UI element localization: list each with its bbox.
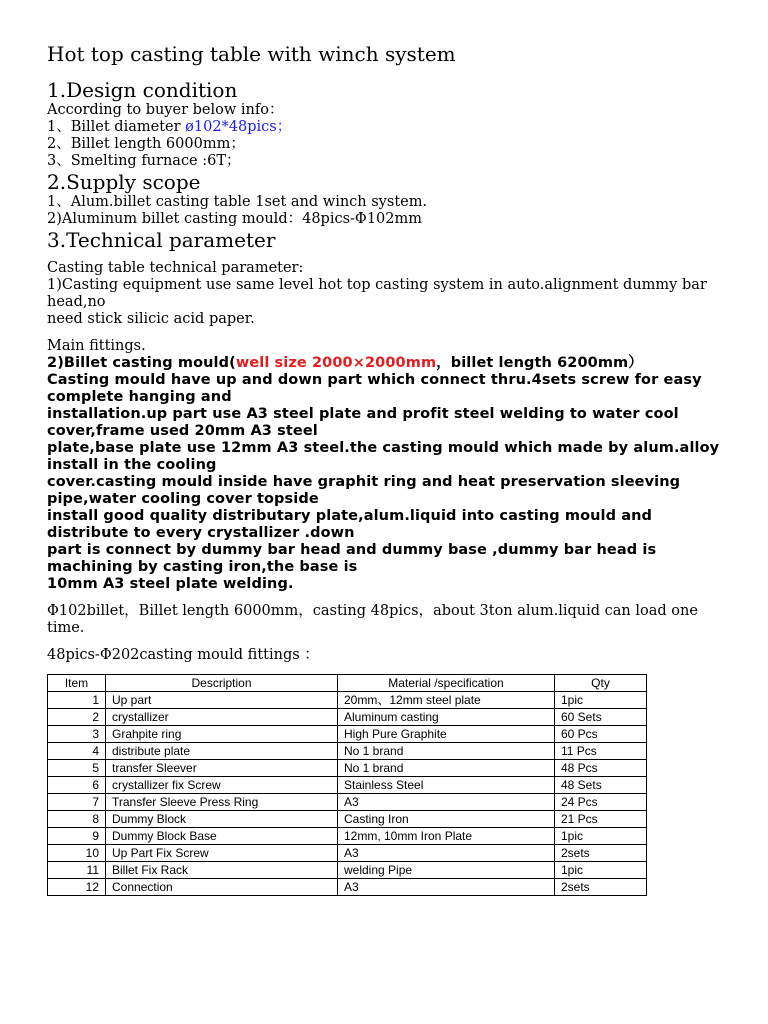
mould-heading-line [47, 355, 737, 372]
tech-p1a: 1)Casting equipment use same level hot top casting system in auto.alignment dummy bar head,no [47, 277, 707, 310]
cell-material: 20mm、12mm steel plate [338, 692, 555, 709]
cell-item: 9 [48, 828, 106, 845]
cell-qty: 11 Pcs [555, 743, 647, 760]
cell-description: Transfer Sleeve Press Ring [106, 794, 338, 811]
header-material: Material /specification [338, 675, 555, 692]
tech-p1b: need stick silicic acid paper. [47, 311, 255, 327]
cell-item: 12 [48, 879, 106, 896]
document-page [47, 40, 737, 896]
cell-item: 8 [48, 811, 106, 828]
cell-qty: 1pic [555, 862, 647, 879]
section-tech-heading: 3.Technical parameter [47, 228, 276, 252]
cell-qty: 60 Sets [555, 709, 647, 726]
header-description: Description [106, 675, 338, 692]
cell-description: Up Part Fix Screw [106, 845, 338, 862]
cell-description: distribute plate [106, 743, 338, 760]
mould-description-5: part is connect by dummy bar head and dummy base ,dummy bar head is machining by casting iron,the base is [47, 542, 657, 575]
table-row [48, 692, 647, 709]
cell-item: 2 [48, 709, 106, 726]
table-row [48, 794, 647, 811]
cell-description: crystallizer fix Screw [106, 777, 338, 794]
cell-qty: 1pic [555, 828, 647, 845]
cell-qty: 2sets [555, 845, 647, 862]
cell-item: 6 [48, 777, 106, 794]
header-qty: Qty [555, 675, 647, 692]
cell-qty: 48 Pcs [555, 760, 647, 777]
tech-intro: Casting table technical parameter: [47, 260, 304, 276]
table-row [48, 862, 647, 879]
cell-item: 5 [48, 760, 106, 777]
capacity-text: Φ102billet，Billet length 6000mm，casting 48pics，about 3ton alum.liquid can load one time. [47, 603, 698, 636]
design-line-4: 3、Smelting furnace :6T； [47, 153, 241, 169]
cell-qty: 2sets [555, 879, 647, 896]
cell-qty: 48 Sets [555, 777, 647, 794]
mould-description-2: plate,base plate use 12mm A3 steel.the casting mould which made by alum.alloy install in the cooling [47, 440, 720, 473]
cell-item: 3 [48, 726, 106, 743]
table-row [48, 743, 647, 760]
billet-diameter-value: ø102*48pics； [185, 119, 292, 135]
table-row [48, 777, 647, 794]
mould-description-3: cover.casting mould inside have graphit ring and heat preservation sleeving pipe,water cooling cover topside [47, 474, 681, 507]
cell-material: Aluminum casting [338, 709, 555, 726]
cell-qty: 24 Pcs [555, 794, 647, 811]
cell-material: A3 [338, 879, 555, 896]
table-row [48, 726, 647, 743]
cell-description: Dummy Block Base [106, 828, 338, 845]
main-fittings-label: Main fittings. [47, 338, 146, 354]
cell-description: crystallizer [106, 709, 338, 726]
cell-material: High Pure Graphite [338, 726, 555, 743]
mould-description-1: installation.up part use A3 steel plate and profit steel welding to water cool cover,frame used 20mm A3 steel [47, 406, 679, 439]
document-title: Hot top casting table with winch system [47, 42, 456, 66]
mould-description-4: install good quality distributary plate,alum.liquid into casting mould and distribute to every crystallizer .down [47, 508, 653, 541]
cell-item: 10 [48, 845, 106, 862]
cell-item: 7 [48, 794, 106, 811]
cell-material: No 1 brand [338, 743, 555, 760]
table-row [48, 811, 647, 828]
cell-item: 4 [48, 743, 106, 760]
table-row [48, 709, 647, 726]
supply-line-0: 1、Alum.billet casting table 1set and winch system. [47, 194, 428, 210]
cell-qty: 21 Pcs [555, 811, 647, 828]
table-row [48, 879, 647, 896]
cell-item: 1 [48, 692, 106, 709]
cell-material: Casting Iron [338, 811, 555, 828]
well-size-text: well size 2000×2000mm [235, 355, 437, 371]
table-row [48, 828, 647, 845]
fittings-table [47, 674, 647, 896]
cell-material: A3 [338, 794, 555, 811]
table-row [48, 845, 647, 862]
cell-qty: 60 Pcs [555, 726, 647, 743]
section-supply-heading: 2.Supply scope [47, 170, 201, 194]
cell-material: A3 [338, 845, 555, 862]
cell-material: Stainless Steel [338, 777, 555, 794]
mould-suffix: ，billet length 6200mm） [436, 355, 643, 371]
design-line-0: According to buyer below info： [47, 102, 284, 118]
cell-qty: 1pic [555, 692, 647, 709]
cell-description: Connection [106, 879, 338, 896]
design-line-1-text: 1、Billet diameter [47, 119, 186, 135]
cell-description: Dummy Block [106, 811, 338, 828]
table-header-row [48, 675, 647, 692]
mould-description-6: 10mm A3 steel plate welding. [47, 576, 294, 592]
table-row [48, 760, 647, 777]
design-line-3: 2、Billet length 6000mm； [47, 136, 245, 152]
cell-description: transfer Sleever [106, 760, 338, 777]
cell-description: Billet Fix Rack [106, 862, 338, 879]
design-line-1 [47, 119, 737, 136]
mould-prefix: 2)Billet casting mould( [47, 355, 236, 371]
header-item: Item [48, 675, 106, 692]
cell-material: 12mm, 10mm Iron Plate [338, 828, 555, 845]
section-design-heading: 1.Design condition [47, 78, 238, 102]
cell-description: Up part [106, 692, 338, 709]
table-body [48, 692, 647, 896]
supply-line-1: 2)Aluminum billet casting mould：48pics-Φ102mm [47, 211, 422, 227]
cell-material: No 1 brand [338, 760, 555, 777]
cell-item: 11 [48, 862, 106, 879]
cell-description: Grahpite ring [106, 726, 338, 743]
cell-material: welding Pipe [338, 862, 555, 879]
fittings-table-title: 48pics-Φ202casting mould fittings ： [47, 647, 319, 663]
mould-description-0: Casting mould have up and down part which connect thru.4sets screw for easy complete hanging and [47, 372, 702, 405]
